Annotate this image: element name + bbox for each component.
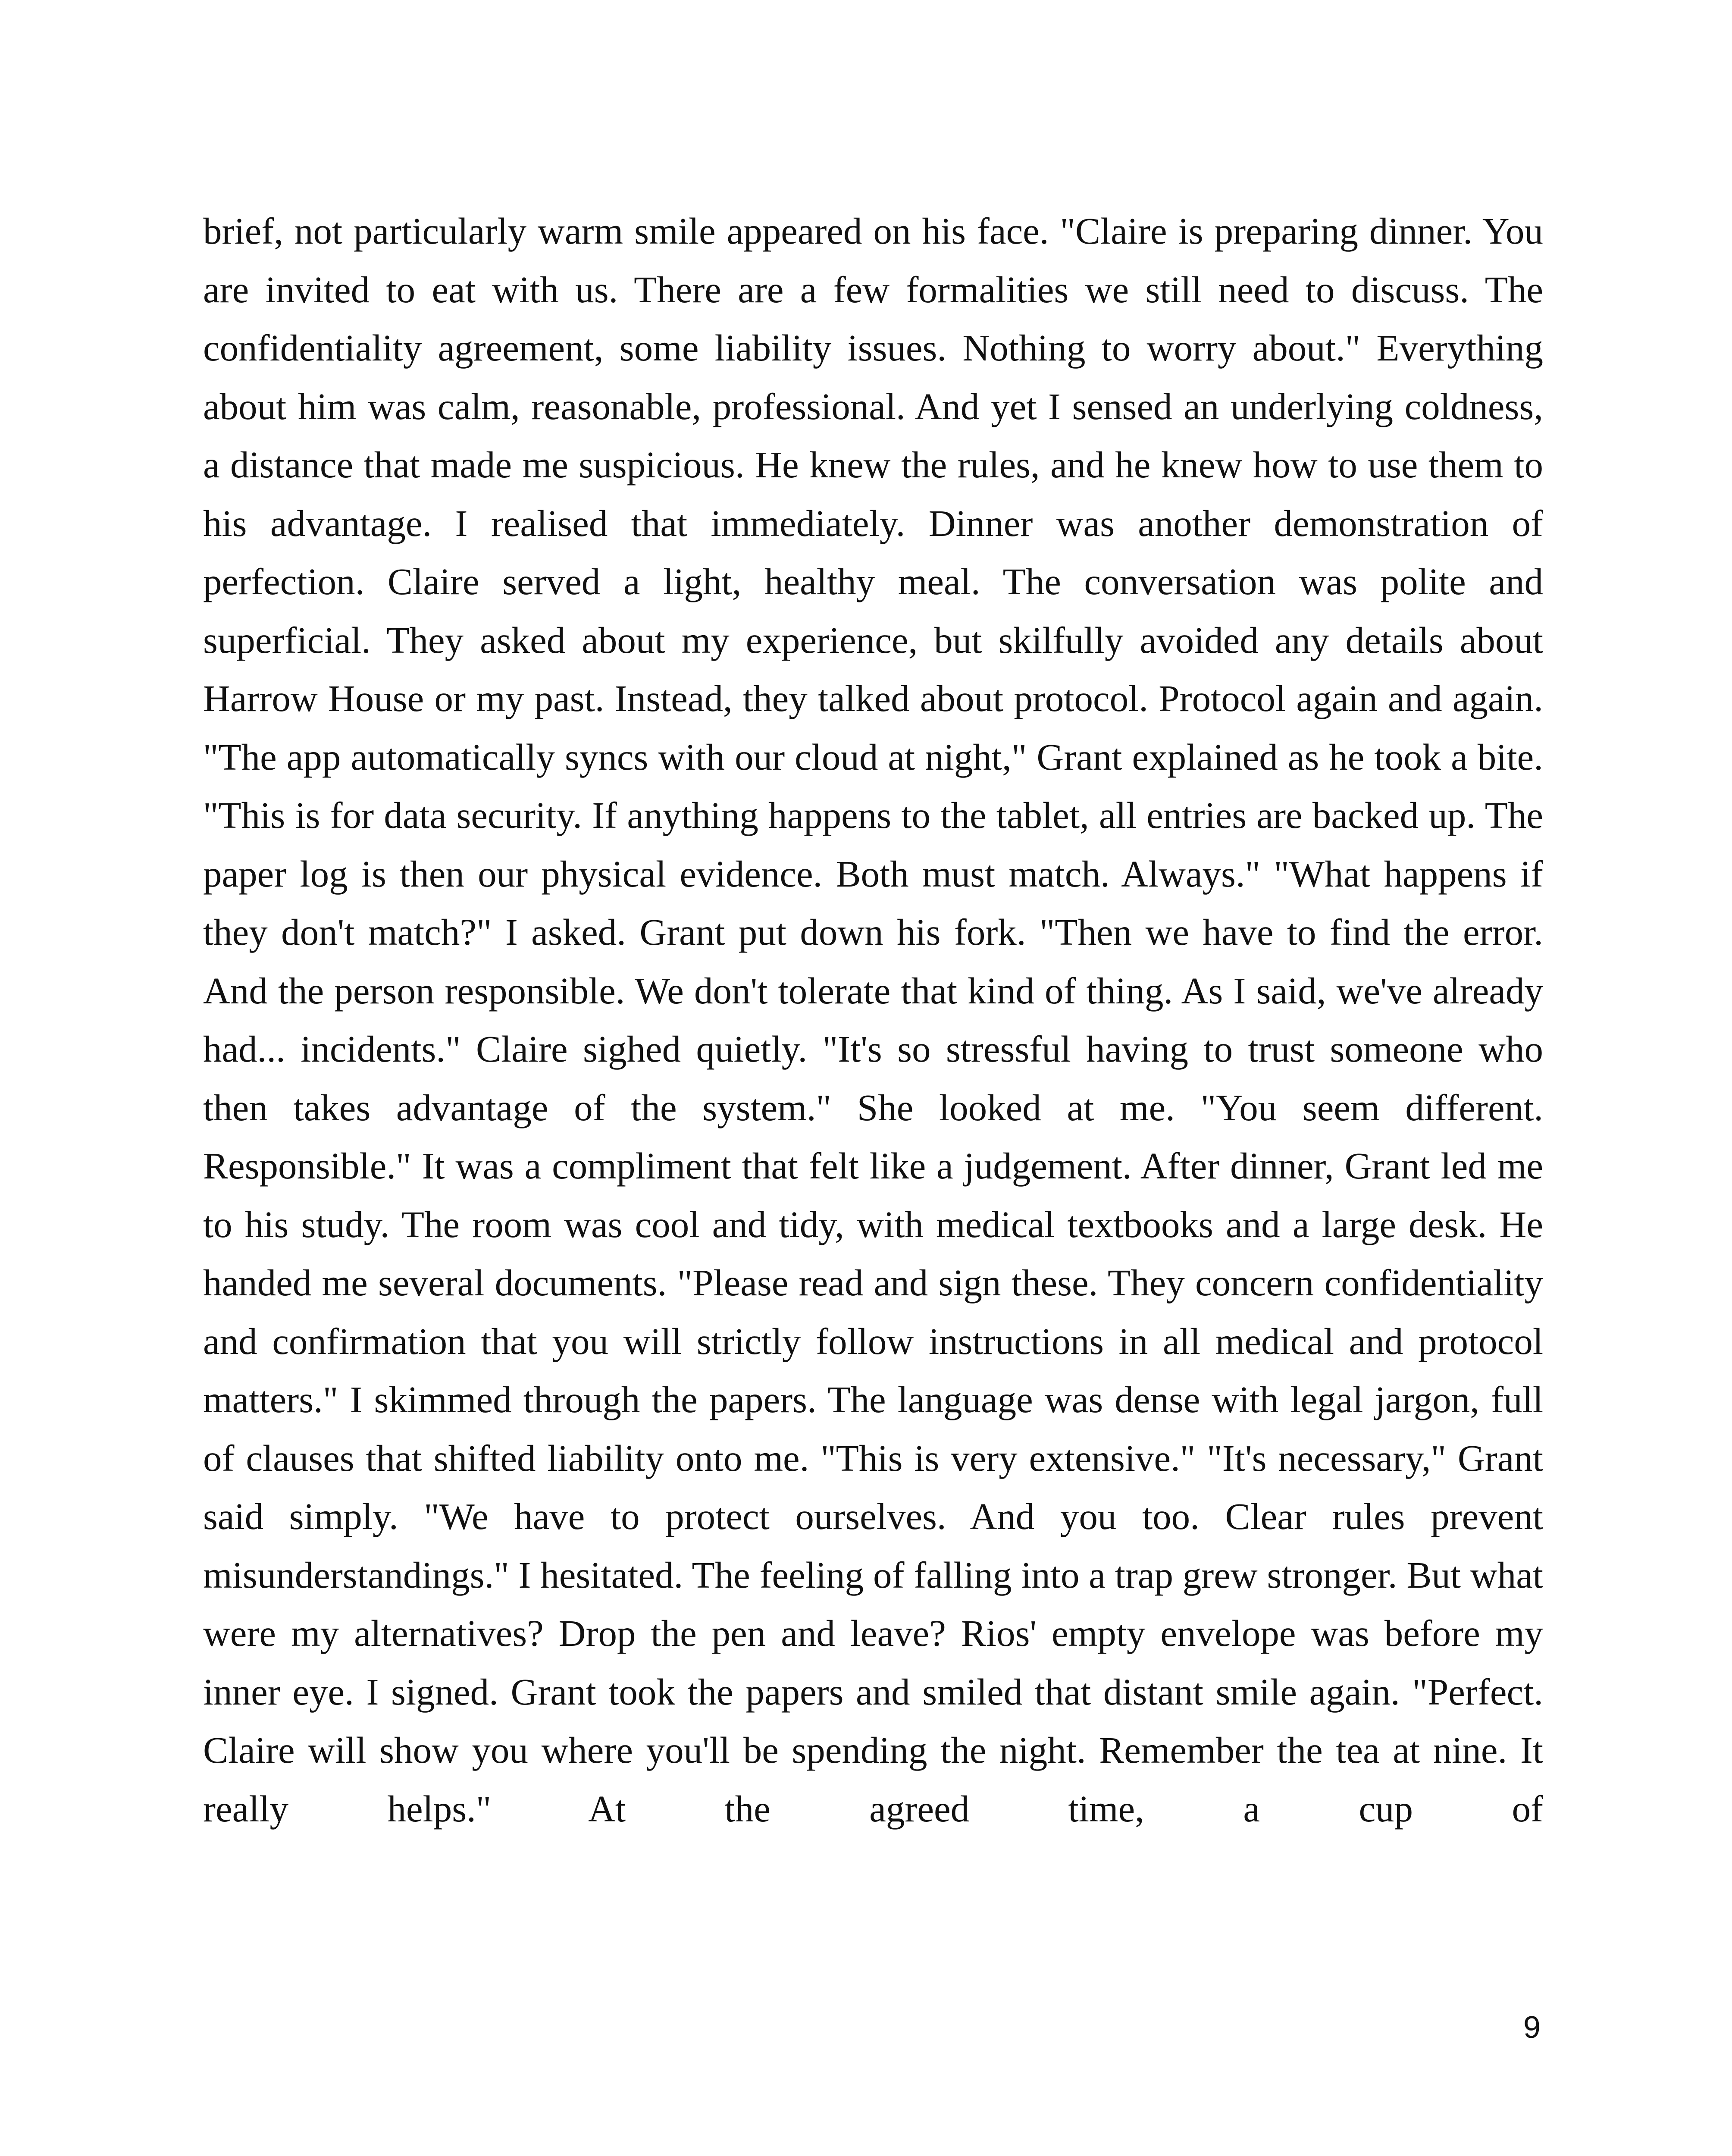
page-number: 9 — [1523, 2010, 1541, 2045]
body-paragraph: brief, not particularly warm smile appeared on his face. "Claire is preparing dinner. You are invited to eat with us. There are a few formalities we still need to discuss. The confidentiality agreement, some liability issues. Nothing to worry about." Everything about him was calm, reasonable, professional. And yet I sensed an underlying coldness, a distance that made me suspicious. He knew the rules, and he knew how to use them to his advantage. I realised that immediately. Dinner was another demonstration of perfection. Claire served a light, healthy meal. The conversation was polite and superficial. They asked about my experience, but skilfully avoided any details about Harrow House or my past. Instead, they talked about protocol. Protocol again and again. "The app automatically syncs with our cloud at night," Grant explained as he took a bite. "This is for data security. If anything happens to the tablet, all entries are backed up. The paper log is then our physical evidence. Both must match. Always." "What happens if they don't match?" I asked. Grant put down his fork. "Then we have to find the error. And the person responsible. We don't tolerate that kind of thing. As I said, we've already had... incidents." Claire sighed quietly. "It's so stressful having to trust someone who then takes advantage of the system." She looked at me. "You seem different. Responsible." It was a compliment that felt like a judgement. After dinner, Grant led me to his study. The room was cool and tidy, with medical textbooks and a large desk. He handed me several documents. "Please read and sign these. They concern confidentiality and confirmation that you will strictly follow instructions in all medical and protocol matters." I skimmed through the papers. The language was dense with legal jargon, full of clauses that shifted liability onto me. "This is very extensive." "It's necessary," Grant said simply. "We have to protect ourselves. And you too. Clear rules prevent misunderstandings." I hesitated. The feeling of falling into a trap grew stronger. But what were my alternatives? Drop the pen and leave? Rios' empty envelope was before my inner eye. I signed. Grant took the papers and smiled that distant smile again. "Perfect. Claire will show you where you'll be spending the night. Remember the tea at nine. It really helps." At the agreed time, a cup of — [203, 210, 1543, 1830]
